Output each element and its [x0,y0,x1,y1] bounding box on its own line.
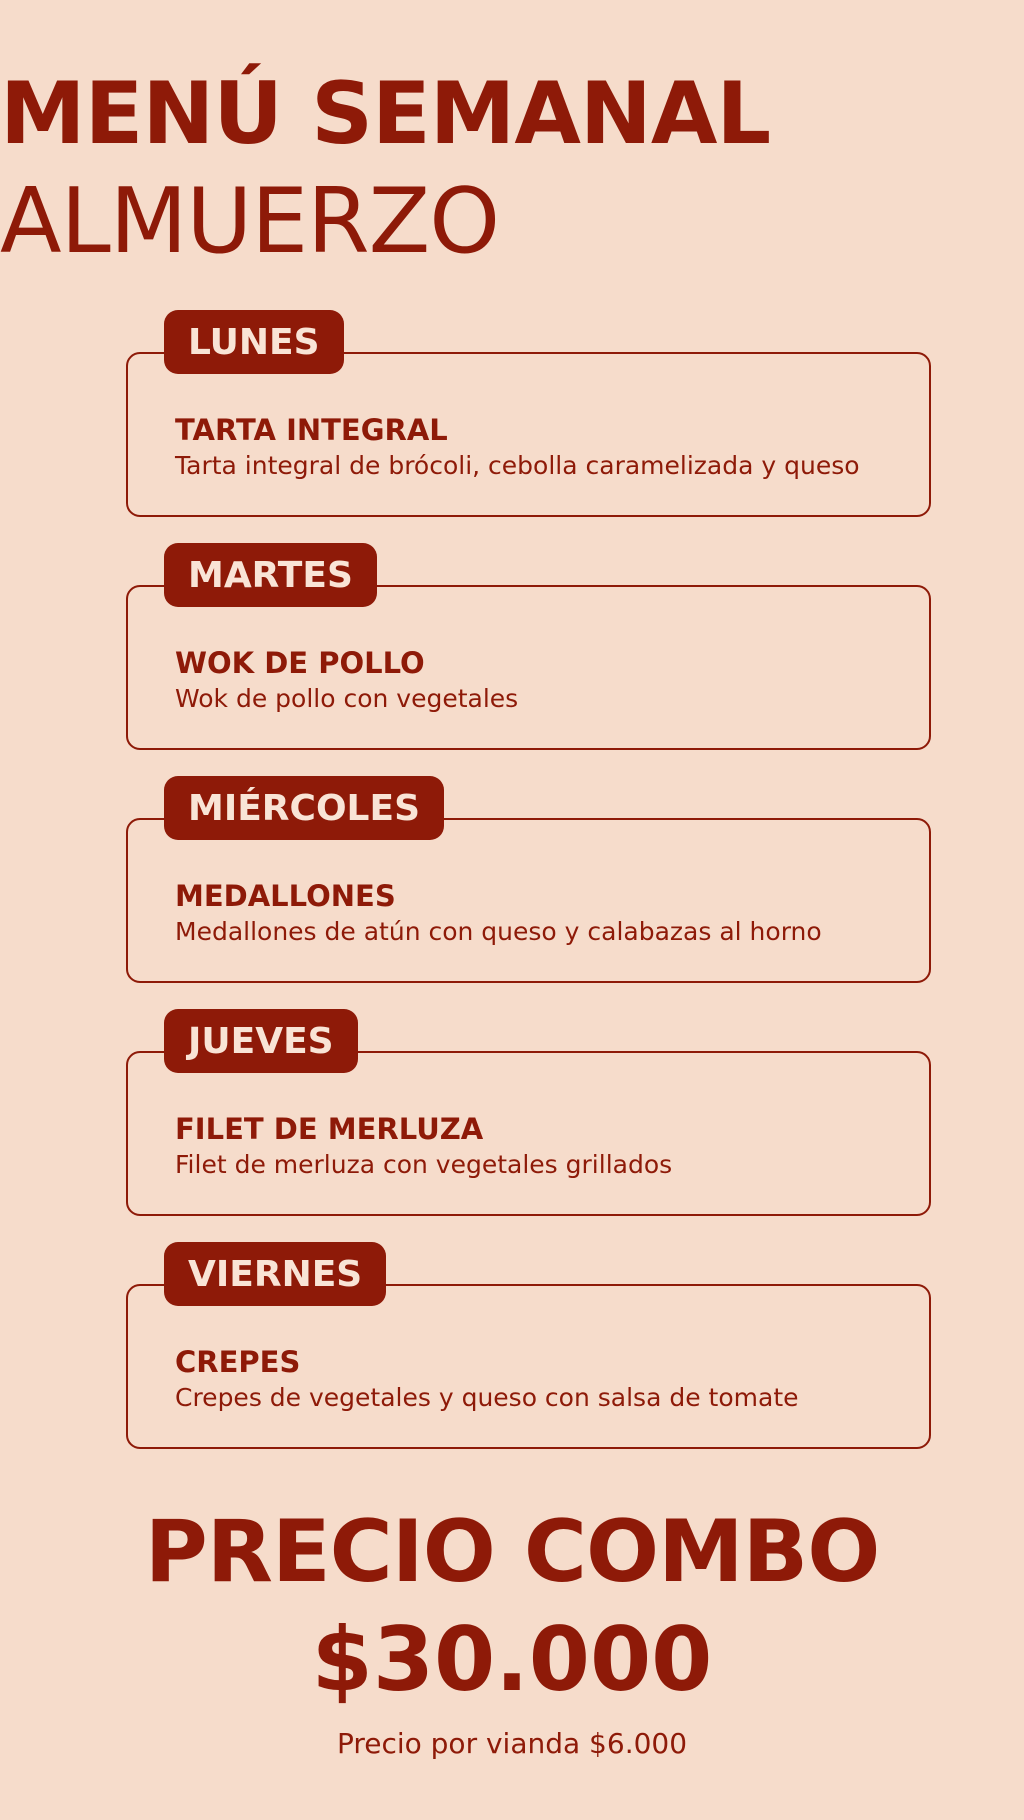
dish-name: WOK DE POLLO [175,646,425,680]
day-label-tab: MARTES [164,543,377,607]
dish-description: Crepes de vegetales y queso con salsa de tomate [175,1383,799,1412]
dish-description: Tarta integral de brócoli, cebolla caramelizada y queso [175,451,860,480]
weekly-menu-list [126,310,931,1475]
day-card-wednesday [126,776,931,1009]
dish-description: Wok de pollo con vegetales [175,684,519,713]
day-card-monday [126,310,931,543]
dish-name: MEDALLONES [175,879,396,913]
unit-price-text: Precio por vianda $6.000 [336,1727,688,1760]
day-card-friday [126,1242,931,1475]
day-label-tab: VIERNES [164,1242,386,1306]
dish-description: Medallones de atún con queso y calabazas al horno [175,917,822,946]
combo-price-value: $30.000 [311,1608,713,1711]
dish-description: Filet de merluza con vegetales grillados [175,1150,673,1179]
dish-name: TARTA INTEGRAL [175,413,448,447]
dish-name: FILET DE MERLUZA [175,1112,484,1146]
day-label-tab: LUNES [164,310,344,374]
day-card-tuesday [126,543,931,776]
menu-subtitle: ALMUERZO [0,169,500,274]
menu-title: MENÚ SEMANAL [0,64,771,164]
day-label-tab: JUEVES [164,1009,358,1073]
dish-name: CREPES [175,1345,301,1379]
combo-price-label: PRECIO COMBO [144,1502,880,1602]
day-card-thursday [126,1009,931,1242]
day-label-tab: MIÉRCOLES [164,776,444,840]
